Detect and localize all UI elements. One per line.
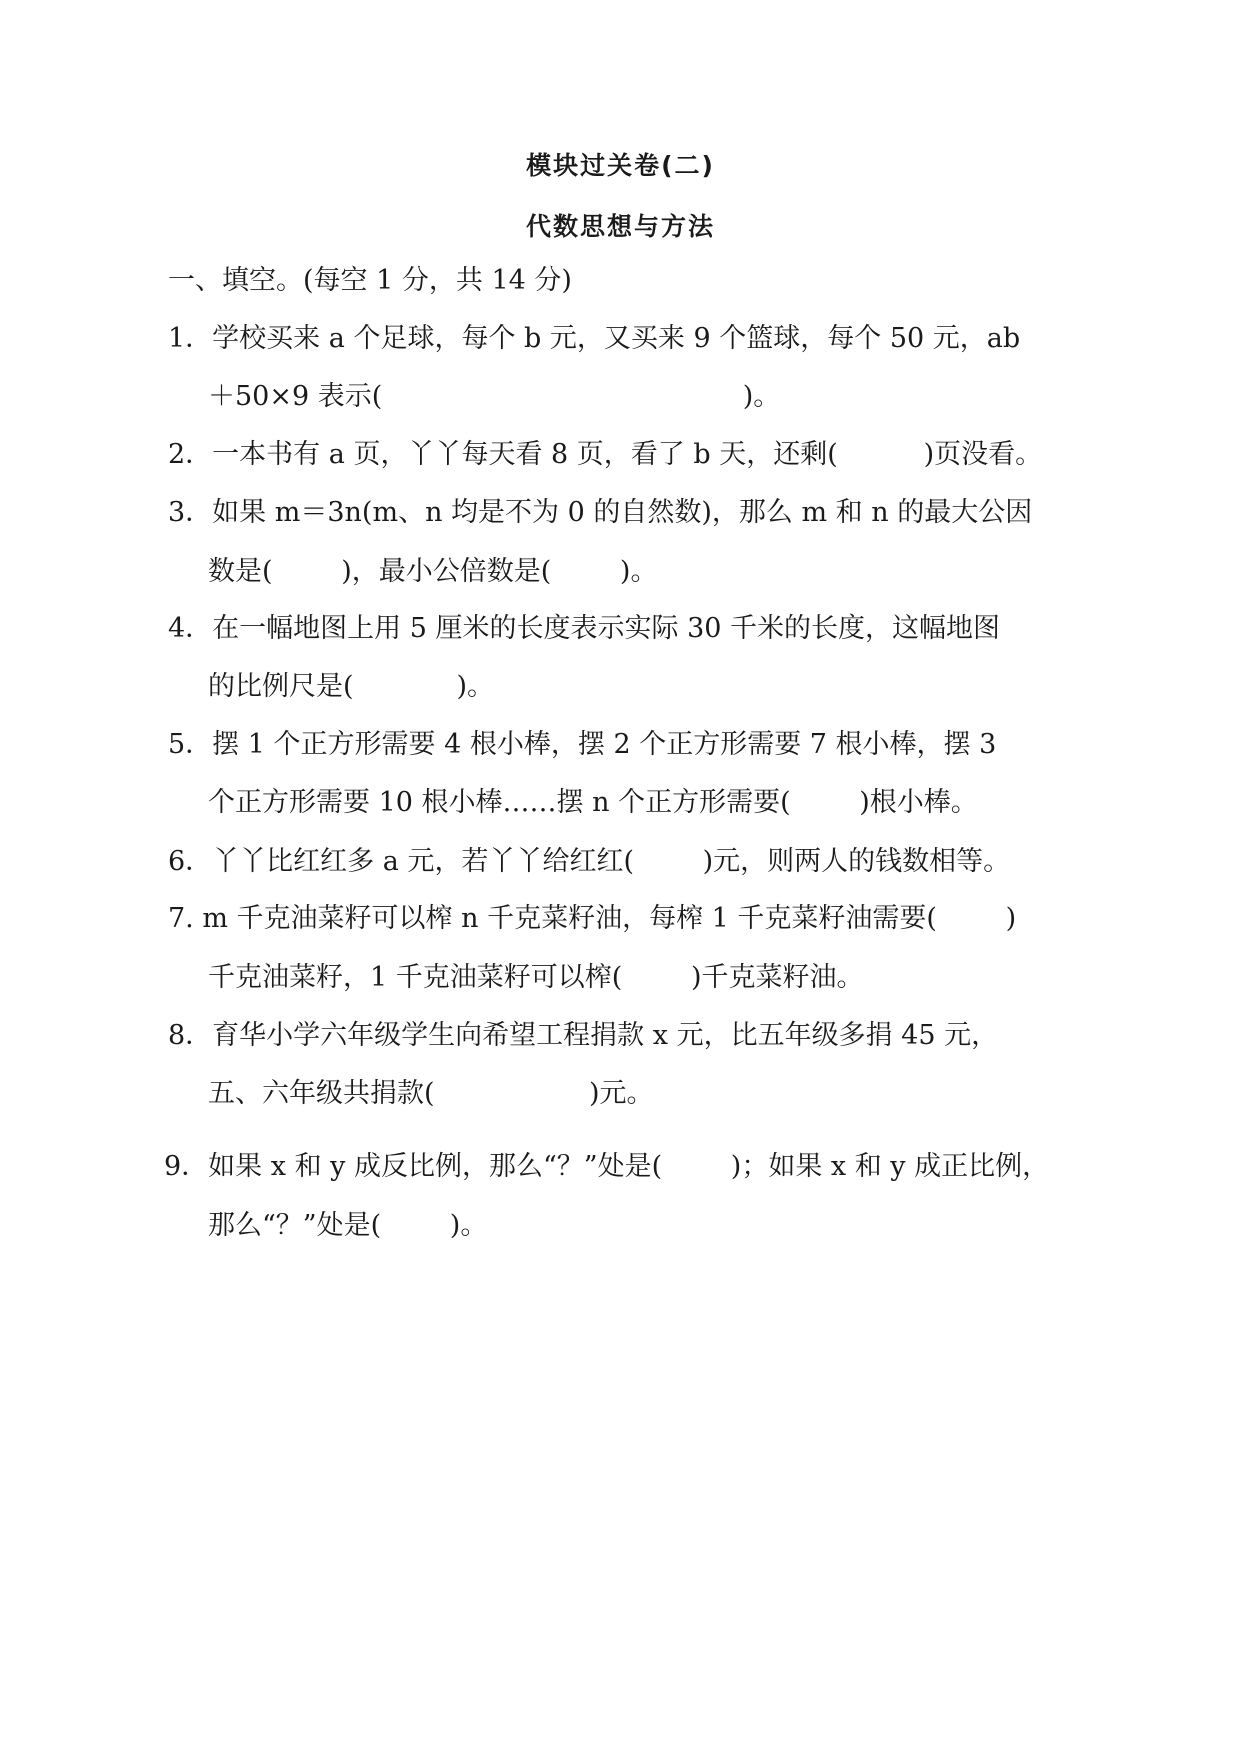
question-5-line-1: 5．摆 1 个正方形需要 4 根小棒，摆 2 个正方形需要 7 根小棒，摆 3 bbox=[168, 729, 997, 760]
question-1-line-1: 1．学校买来 a 个足球，每个 b 元，又买来 9 个篮球，每个 50 元，ab bbox=[168, 323, 1021, 354]
question-3-line-1: 3．如果 m＝3n(m、n 均是不为 0 的自然数)，那么 m 和 n 的最大公因 bbox=[168, 497, 1033, 528]
page-title: 模块过关卷(二) bbox=[526, 151, 715, 180]
question-8-line-2: 五、六年级共捐款( )元。 bbox=[208, 1078, 654, 1109]
question-7-line-2: 千克油菜籽，1 千克油菜籽可以榨( )千克菜籽油。 bbox=[208, 962, 864, 993]
question-3-line-2: 数是( )，最小公倍数是( )。 bbox=[208, 556, 658, 587]
question-5-line-2: 个正方形需要 10 根小棒……摆 n 个正方形需要( )根小棒。 bbox=[208, 787, 978, 818]
question-9-line-1: 9．如果 x 和 y 成反比例，那么“？”处是( )；如果 x 和 y 成正比例， bbox=[164, 1151, 1050, 1182]
question-8-line-1: 8．育华小学六年级学生向希望工程捐款 x 元，比五年级多捐 45 元， bbox=[168, 1020, 999, 1051]
question-9-line-2: 那么“？”处是( )。 bbox=[208, 1210, 488, 1241]
question-4-line-1: 4．在一幅地图上用 5 厘米的长度表示实际 30 千米的长度，这幅地图 bbox=[168, 613, 1001, 644]
question-6-line-1: 6．丫丫比红红多 a 元，若丫丫给红红( )元，则两人的钱数相等。 bbox=[168, 846, 1011, 877]
section-heading: 一、填空。(每空 1 分，共 14 分) bbox=[168, 265, 572, 296]
question-7-line-1: 7. m 千克油菜籽可以榨 n 千克菜籽油，每榨 1 千克菜籽油需要( ) bbox=[168, 903, 1017, 934]
question-2-line-1: 2．一本书有 a 页，丫丫每天看 8 页，看了 b 天，还剩( )页没看。 bbox=[168, 439, 1043, 470]
question-1-line-2: ＋50×9 表示( )。 bbox=[208, 381, 781, 412]
page-subtitle: 代数思想与方法 bbox=[525, 212, 715, 241]
question-4-line-2: 的比例尺是( )。 bbox=[208, 671, 495, 702]
